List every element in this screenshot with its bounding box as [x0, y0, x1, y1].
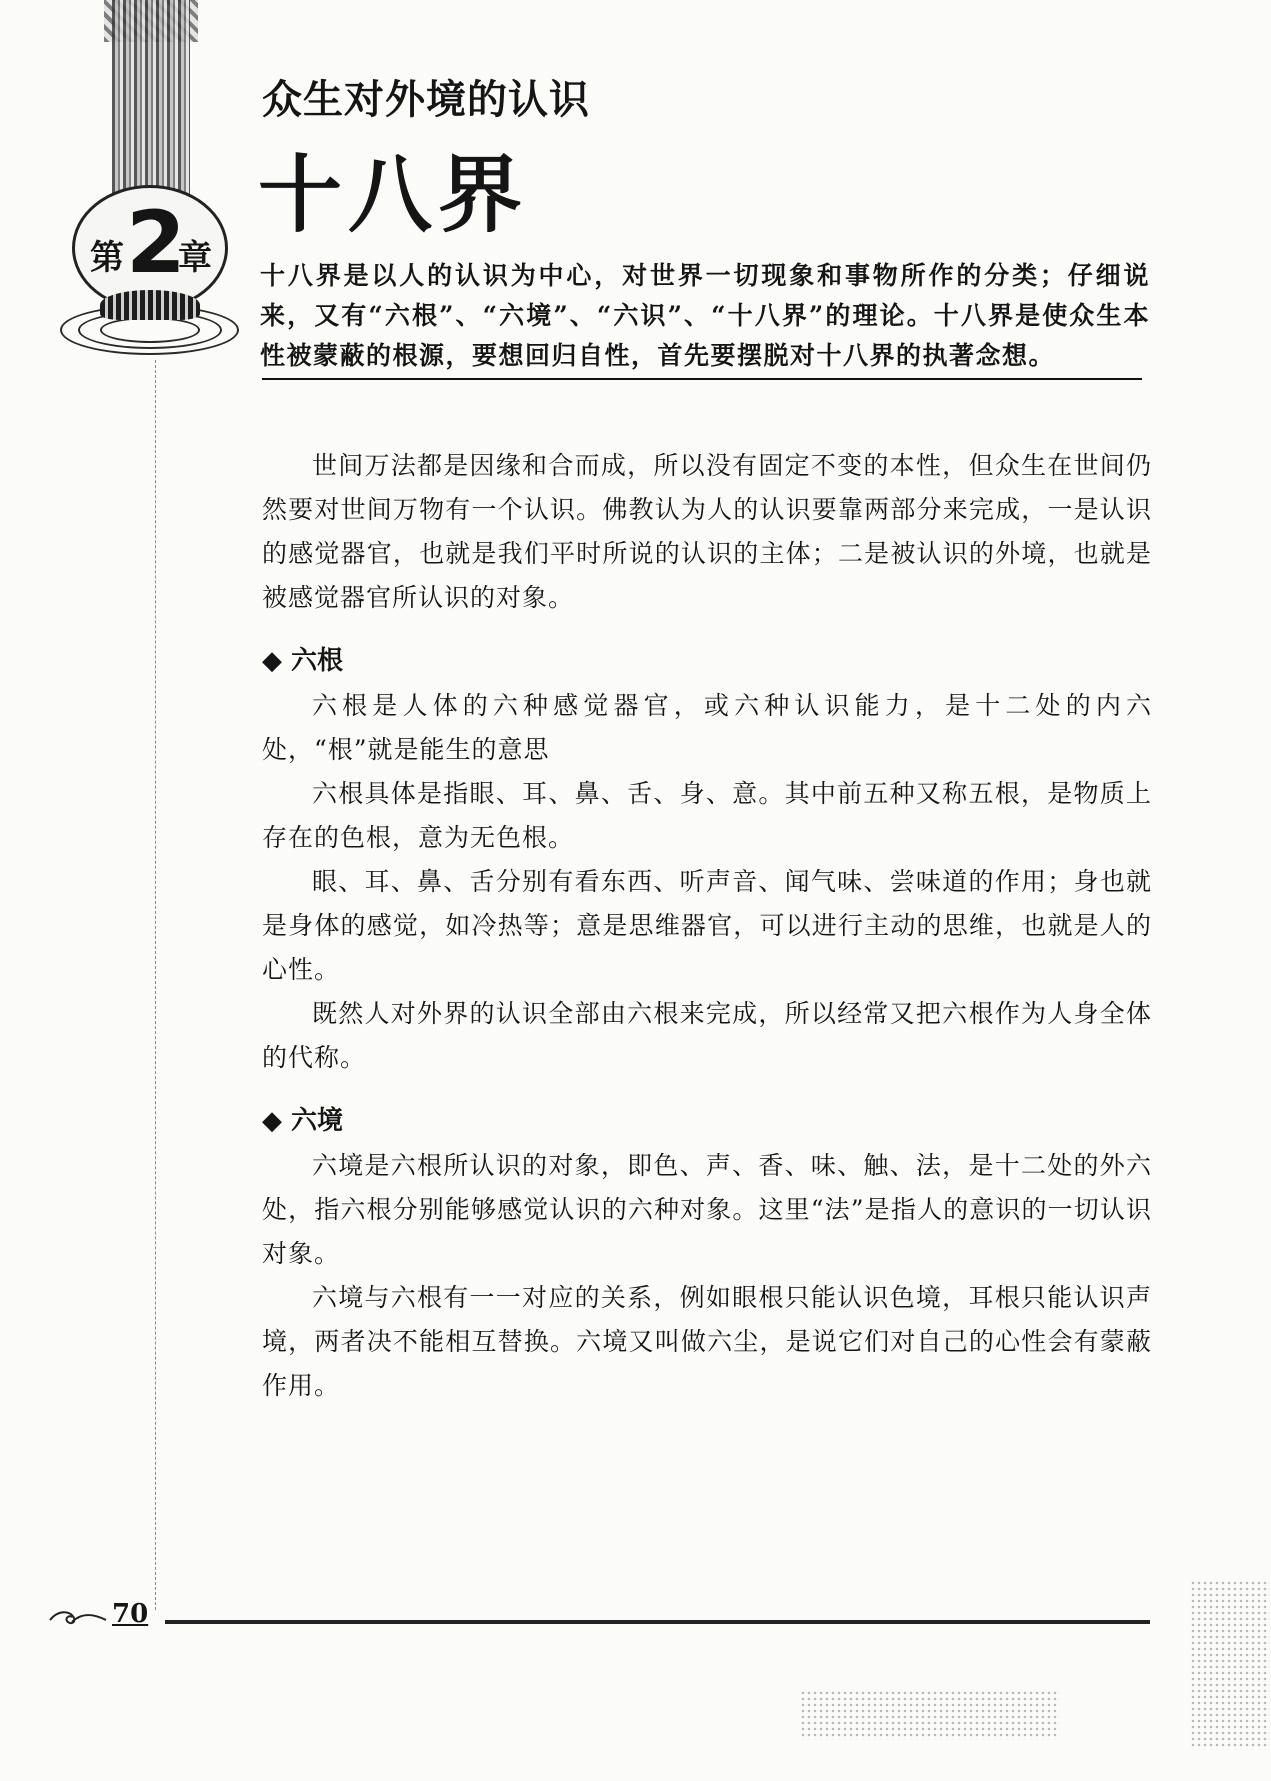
section-heading-liugen: ◆ 六根 — [262, 646, 344, 676]
paragraph: 世间万法都是因缘和合而成，所以没有固定不变的本性，但众生在世间仍然要对世间万物有一个认识。佛教认为人的认识要靠两部分来完成，一是认识的感觉器官，也就是我们平时所说的认识的主体；二是被认识的外境，也就是被感觉器官所认识的对象。 — [262, 451, 1152, 612]
paragraph: 六根是人体的六种感觉器官，或六种认识能力，是十二处的内六处，“根”就是能生的意思 — [262, 691, 1152, 764]
tree-icon — [100, 290, 200, 320]
ripple-decoration — [100, 317, 200, 343]
paragraph: 六境是六根所认识的对象，即色、声、香、味、触、法，是十二处的外六处，指六根分别能够感觉认识的六种对象。这里“法”是指人的意识的一切认识对象。 — [262, 1151, 1152, 1268]
section-heading-liujing: ◆ 六境 — [262, 1106, 344, 1136]
chapter-subtitle: 众生对外境的认识 — [262, 77, 590, 123]
swirl-icon — [48, 1606, 108, 1628]
chapter-badge — [60, 185, 240, 365]
footer-divider — [165, 1620, 1150, 1624]
chapter-suffix: 章 — [178, 238, 212, 278]
paragraph: 既然人对外界的认识全部由六根来完成，所以经常又把六根作为人身全体的代称。 — [262, 999, 1152, 1072]
side-ornament — [112, 0, 190, 200]
chapter-intro: 十八界是以人的认识为中心，对世界一切现象和事物所作的分类；仔细说来，又有“六根”、“六境”、“六识”、“十八界”的理论。十八界是使众生本性被蒙蔽的根源，要想回归自性，首先要摆脱对十八界的执著念想。 — [260, 261, 1150, 370]
margin-line — [155, 360, 156, 1610]
section-body-liujing — [262, 1144, 1152, 1408]
paragraph: 六根具体是指眼、耳、鼻、舌、身、意。其中前五种又称五根，是物质上存在的色根，意为无色根。 — [262, 779, 1152, 852]
paragraph: 六境与六根有一一对应的关系，例如眼根只能认识色境，耳根只能认识声境，两者决不能相互替换。六境又叫做六尘，是说它们对自己的心性会有蒙蔽作用。 — [262, 1283, 1152, 1400]
scan-noise — [800, 1690, 1060, 1740]
section-body-liugen — [262, 684, 1152, 1080]
opening-paragraph — [262, 444, 1152, 620]
chapter-title: 十八界 — [258, 146, 529, 244]
page-number: 70 — [112, 1599, 149, 1629]
chapter-number: 2 — [126, 193, 186, 293]
intro-divider — [262, 378, 1142, 380]
paragraph: 眼、耳、鼻、舌分别有看东西、听声音、闻气味、尝味道的作用；身也就是身体的感觉，如冷热等；意是思维器官，可以进行主动的思维，也就是人的心性。 — [262, 867, 1152, 984]
chapter-prefix: 第 — [90, 238, 124, 278]
scan-noise — [1190, 1580, 1270, 1750]
